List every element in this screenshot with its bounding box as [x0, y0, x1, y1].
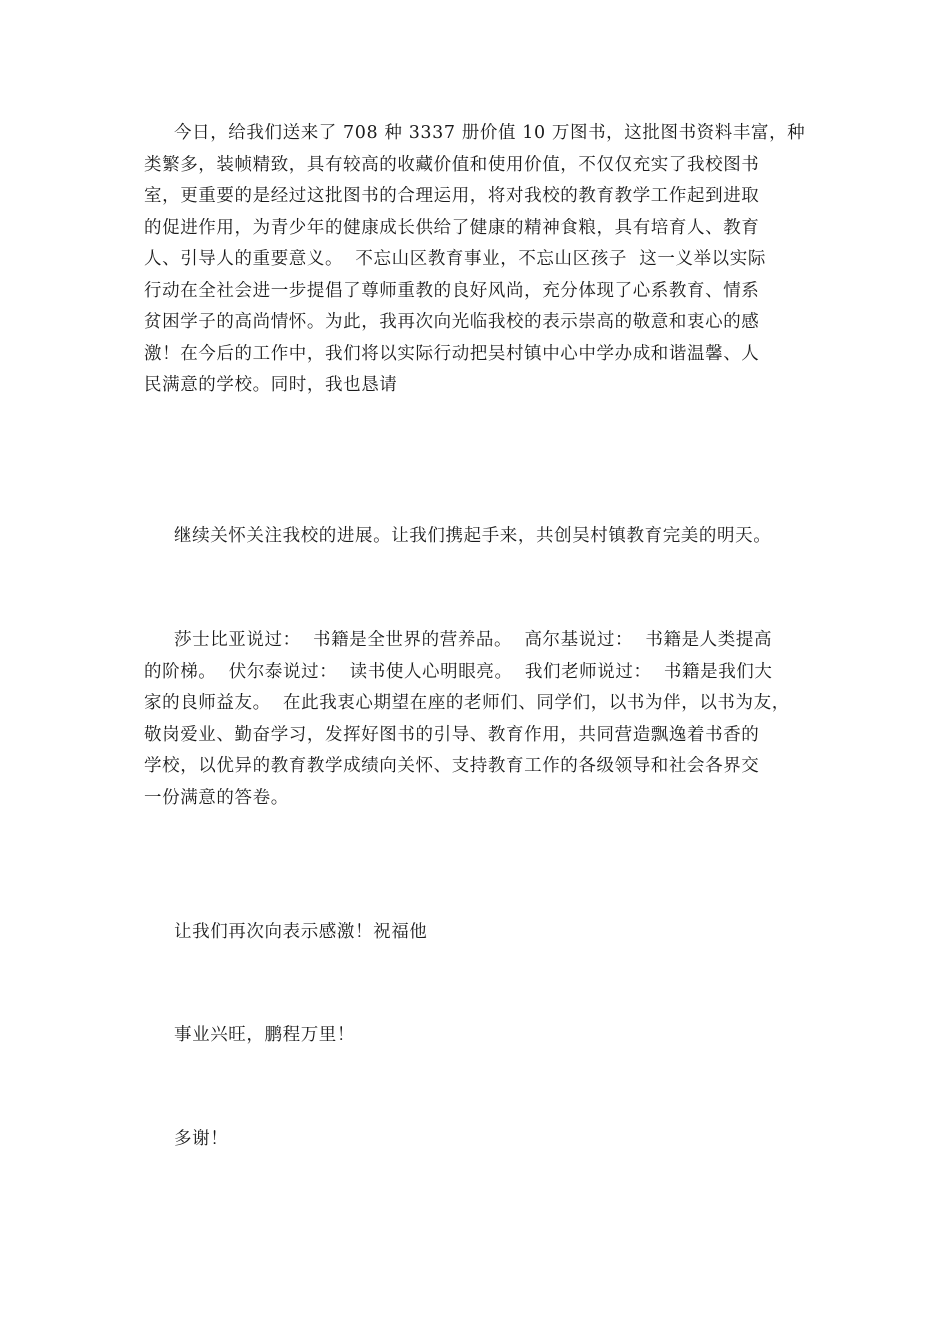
paragraph-quotes — [144, 625, 844, 814]
text-line: 敬岗爱业、勤奋学习，发挥好图书的引导、教育作用，共同营造飘逸着书香的 — [144, 724, 760, 745]
text-line: 类繁多，装帧精致，具有较高的收藏价值和使用价值，不仅仅充实了我校图书 — [144, 154, 760, 175]
paragraph-blessing — [144, 1020, 844, 1052]
text-line: 让我们再次向表示感激！祝福他 — [174, 922, 428, 942]
text-line: 室，更重要的是经过这批图书的合理运用，将对我校的教育教学工作起到进取 — [144, 186, 760, 206]
text-line: 继续关怀关注我校的进展。让我们携起手来，共创吴村镇教育完美的明天。 — [174, 526, 772, 546]
text-line: 的促进作用，为青少年的健康成长供给了健康的精神食粮，具有培育人、教育 — [144, 217, 760, 238]
text-line: 多谢！ — [174, 1129, 229, 1149]
paragraph-thanks-again — [144, 917, 844, 949]
paragraph-closing — [144, 1124, 844, 1156]
text-line: 一份满意的答卷。 — [144, 787, 289, 808]
text-line: 人、引导人的重要意义。 不忘山区教育事业，不忘山区孩子 这一义举以实际 — [144, 249, 766, 269]
text-line: 学校，以优异的教育教学成绩向关怀、支持教育工作的各级领导和社会各界交 — [144, 756, 760, 776]
text-line: 行动在全社会进一步提倡了尊师重教的良好风尚，充分体现了心系教育、情系 — [144, 280, 760, 301]
text-line: 民满意的学校。同时，我也恳请 — [144, 375, 398, 395]
text-line: 事业兴旺，鹏程万里！ — [174, 1025, 355, 1045]
paragraph-book-donation — [144, 118, 844, 402]
paragraph-continue-attention — [144, 521, 844, 553]
text-line: 今日，给我们送来了 708 种 3337 册价值 10 万图书，这批图书资料丰富，种 — [174, 123, 806, 143]
text-line: 莎士比亚说过： 书籍是全世界的营养品。 高尔基说过： 书籍是人类提高 — [174, 630, 773, 650]
text-line: 激！在今后的工作中，我们将以实际行动把吴村镇中心中学办成和谐温馨、人 — [144, 343, 760, 364]
text-line: 家的良师益友。 在此我衷心期望在座的老师们、同学们，以书为伴，以书为友， — [144, 693, 790, 713]
text-line: 贫困学子的高尚情怀。为此，我再次向光临我校的表示崇高的敬意和衷心的感 — [144, 312, 760, 332]
text-line: 的阶梯。 伏尔泰说过： 读书使人心明眼亮。 我们老师说过： 书籍是我们大 — [144, 661, 773, 682]
